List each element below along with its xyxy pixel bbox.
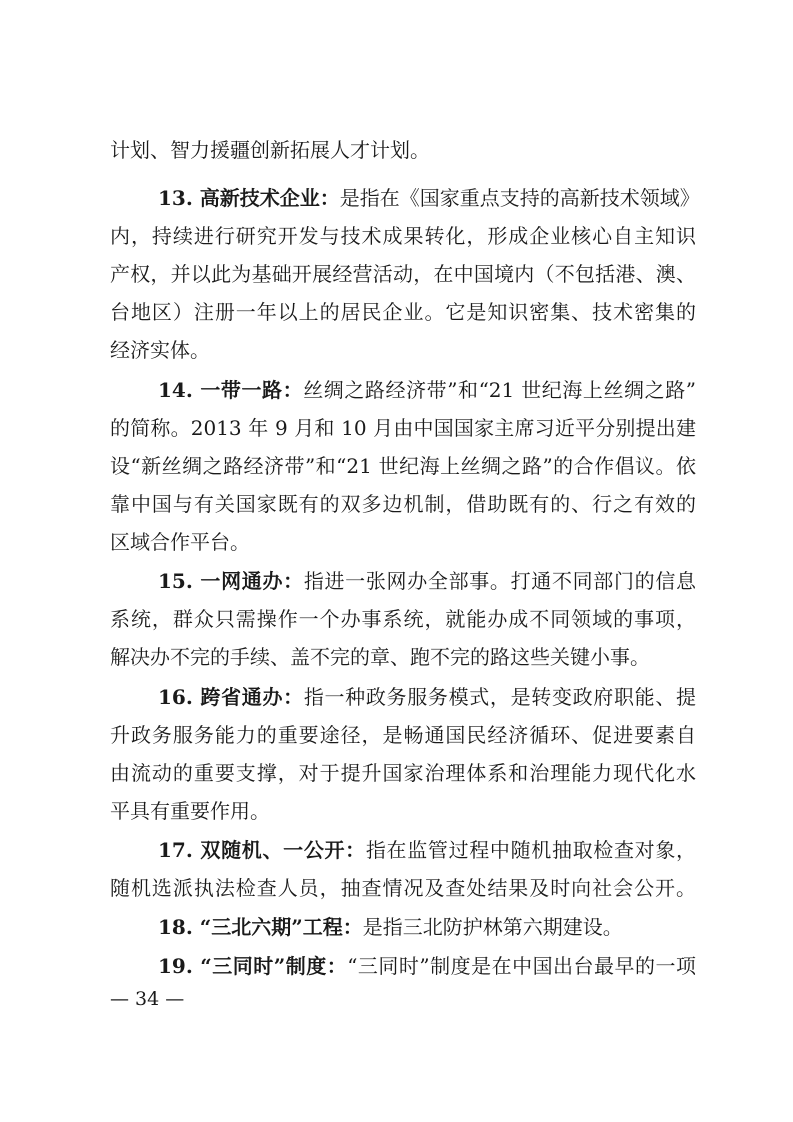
body-line: 经济实体。 — [110, 338, 210, 362]
entry-term: 17. 双随机、一公开： — [158, 838, 366, 862]
page-number: — 34 — — [110, 988, 185, 1010]
body-line: 由流动的重要支撑，对于提升国家治理体系和治理能力现代化水 — [110, 761, 696, 785]
entry-text: 指在监管过程中随机抽取检查对象， — [365, 838, 697, 862]
entry-text: 是指三北防护林第六期建设。 — [362, 915, 623, 939]
entry-term: 18. “三北六期”工程： — [158, 915, 363, 939]
entry-19-heading — [110, 954, 696, 978]
entry-text: 指进一张网办全部事。打通不同部门的信息 — [303, 569, 697, 593]
body-line: 区域合作平台。 — [110, 530, 250, 554]
entry-term: 13. 高新技术企业： — [158, 186, 340, 210]
entry-text: “三同时”制度是在中国出台最早的一项 — [347, 954, 697, 978]
entry-15-heading — [110, 569, 696, 593]
entry-text: 指一种政务服务模式，是转变政府职能、提 — [303, 685, 697, 709]
entry-term: 14. 一带一路： — [158, 378, 304, 402]
entry-text: 丝绸之路经济带”和“21 世纪海上丝绸之路” — [303, 378, 696, 402]
entry-term: 16. 跨省通办： — [158, 685, 304, 709]
body-line: 设“新丝绸之路经济带”和“21 世纪海上丝绸之路”的合作倡议。依 — [110, 454, 696, 478]
entry-text: 是指在《国家重点支持的高新技术领域》 — [339, 186, 700, 210]
entry-18-heading — [110, 915, 623, 939]
body-line: 平具有重要作用。 — [110, 799, 270, 823]
body-line: 系统，群众只需操作一个办事系统，就能办成不同领域的事项， — [110, 607, 696, 631]
body-line: 台地区）注册一年以上的居民企业。它是知识密集、技术密集的 — [110, 300, 696, 324]
body-line: 靠中国与有关国家既有的双多边机制，借助既有的、行之有效的 — [110, 492, 696, 516]
body-line: 内，持续进行研究开发与技术成果转化，形成企业核心自主知识 — [110, 224, 696, 248]
body-line: 升政务服务能力的重要途径，是畅通国民经济循环、促进要素自 — [110, 723, 696, 747]
entry-14-heading — [110, 378, 696, 402]
body-line: 的简称。2013 年 9 月和 10 月由中国国家主席习近平分别提出建 — [110, 416, 696, 440]
body-line: 产权，并以此为基础开展经营活动，在中国境内（不包括港、澳、 — [110, 262, 696, 286]
body-line: 随机选派执法检查人员，抽查情况及查处结果及时向社会公开。 — [110, 876, 696, 900]
entry-term: 19. “三同时”制度： — [158, 954, 348, 978]
entry-13-heading — [110, 186, 700, 210]
entry-17-heading — [110, 838, 696, 862]
entry-16-heading — [110, 685, 696, 709]
entry-term: 15. 一网通办： — [158, 569, 304, 593]
body-line: 计划、智力援疆创新拓展人才计划。 — [110, 138, 430, 162]
body-line: 解决办不完的手续、盖不完的章、跑不完的路这些关键小事。 — [110, 645, 650, 669]
